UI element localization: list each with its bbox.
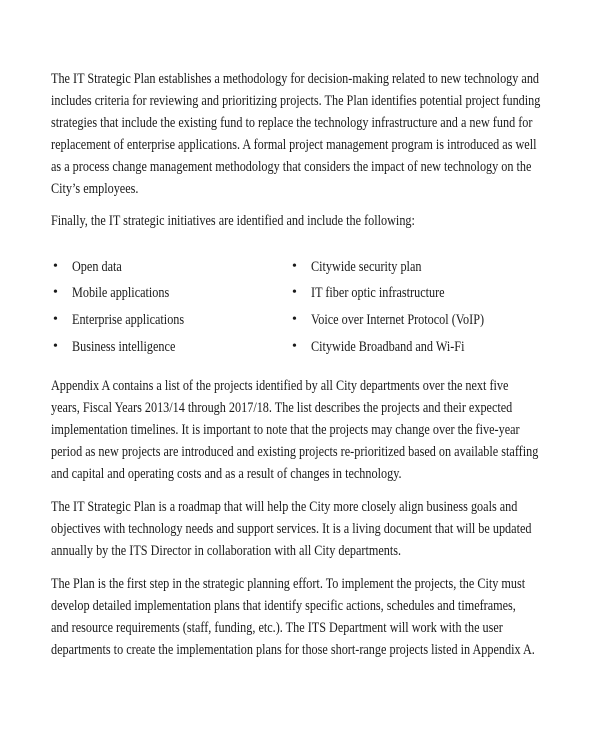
text-line: implementation timelines. It is important to note that the projects may change over the five-year <box>51 422 520 438</box>
list-item: Mobile applications <box>72 285 170 301</box>
bullet-marker: • <box>292 285 297 300</box>
list-item: Citywide security plan <box>311 259 422 275</box>
text-line: City’s employees. <box>51 181 139 197</box>
list-item: Citywide Broadband and Wi-Fi <box>311 339 465 355</box>
list-item: IT fiber optic infrastructure <box>311 285 445 301</box>
text-line: period as new projects are introduced and existing projects re-prioritized based on available staffing <box>51 444 539 460</box>
text-line: as a process change management methodology that considers the impact of new technology on the <box>51 159 532 175</box>
text-line: annually by the ITS Director in collaboration with all City departments. <box>51 543 402 559</box>
text-line: The Plan is the first step in the strategic planning effort. To implement the projects, the City must <box>51 576 526 592</box>
text-line: replacement of enterprise applications. A formal project management program is introduced as well <box>51 137 537 153</box>
text-line: objectives with technology needs and support services. It is a living document that will be updated <box>51 521 532 537</box>
text-line: Appendix A contains a list of the projects identified by all City departments over the next five <box>51 378 509 394</box>
text-line: years, Fiscal Years 2013/14 through 2017/18. The list describes the projects and their expected <box>51 400 513 416</box>
list-item: Business intelligence <box>72 339 176 355</box>
bullet-marker: • <box>53 339 58 354</box>
bullet-marker: • <box>53 312 58 327</box>
text-line: Finally, the IT strategic initiatives are identified and include the following: <box>51 213 415 229</box>
text-line: and resource requirements (staff, funding, etc.). The ITS Department will work with the user <box>51 620 503 636</box>
list-item: Enterprise applications <box>72 312 185 328</box>
text-line: includes criteria for reviewing and prioritizing projects. The Plan identifies potential project funding <box>51 93 541 109</box>
text-line: develop detailed implementation plans that identify specific actions, schedules and timeframes, <box>51 598 516 614</box>
text-line: The IT Strategic Plan is a roadmap that will help the City more closely align business goals and <box>51 499 518 515</box>
list-item: Open data <box>72 259 122 275</box>
bullet-marker: • <box>53 259 58 274</box>
bullet-marker: • <box>292 312 297 327</box>
bullet-marker: • <box>292 339 297 354</box>
text-line: The IT Strategic Plan establishes a methodology for decision-making related to new technology and <box>51 71 540 87</box>
bullet-marker: • <box>53 285 58 300</box>
text-line: strategies that include the existing fund to replace the technology infrastructure and a new fund for <box>51 115 533 131</box>
text-line: departments to create the implementation plans for those short-range projects listed in Appendix A. <box>51 642 535 658</box>
list-item: Voice over Internet Protocol (VoIP) <box>311 312 485 328</box>
text-line: and capital and operating costs and as a result of changes in technology. <box>51 466 402 482</box>
bullet-marker: • <box>292 259 297 274</box>
